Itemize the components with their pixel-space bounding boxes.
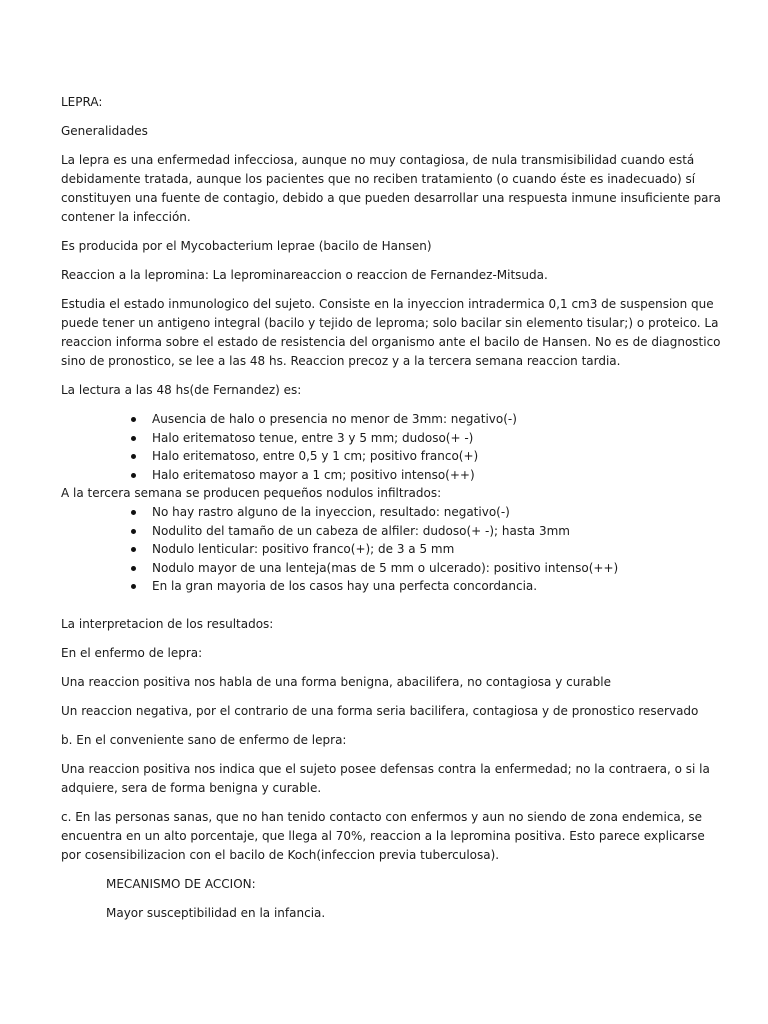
reading-48-heading: La lectura a las 48 hs(de Fernandez) es: (61, 383, 302, 397)
third-week-heading: A la tercera semana se producen pequeños nodulos infiltrados: (61, 486, 442, 500)
interpretation-heading: La interpretacion de los resultados: (61, 616, 274, 631)
b-heading: b. En el conveniente sano de enfermo de lepra: (61, 732, 347, 747)
mechanism-heading: MECANISMO DE ACCION: (106, 876, 256, 891)
doc-title: LEPRA: (61, 95, 103, 109)
list-item: Halo eritematoso, entre 0,5 y 1 cm; positivo franco(+) (61, 447, 728, 466)
third-week-list (61, 503, 728, 596)
patient-heading: En el enfermo de lepra: (61, 645, 203, 660)
list-item: No hay rastro alguno de la inyeccion, resultado: negativo(-) (61, 503, 728, 522)
reaction-heading: Reaccion a la lepromina: La leprominareaccion o reaccion de Fernandez-Mitsuda. (61, 268, 548, 282)
reading-48-list (61, 410, 728, 484)
list-item: En la gran mayoria de los casos hay una perfecta concordancia. (61, 577, 728, 596)
positive-paragraph: Una reaccion positiva nos habla de una forma benigna, abacilifera, no contagiosa y curable (61, 674, 611, 689)
negative-paragraph: Un reaccion negativa, por el contrario de una forma seria bacilifera, contagiosa y de pronostico reservado (61, 703, 699, 718)
list-item: Nodulo lenticular: positivo franco(+); de 3 a 5 mm (61, 540, 728, 559)
intro-paragraph: La lepra es una enfermedad infecciosa, aunque no muy contagiosa, de nula transmisibilidad cuando está debidamente tratada, aunque los pacientes que no reciben tratamiento (o cuando éste es inadecuado) sí constituyen una fuente de contagio, debido a que pueden desarrollar una respuesta inmune insuficiente para contener la infección. (61, 153, 721, 224)
list-item: Nodulito del tamaño de un cabeza de alfiler: dudoso(+ -); hasta 3mm (61, 522, 728, 541)
list-item: Halo eritematoso tenue, entre 3 y 5 mm; dudoso(+ -) (61, 429, 728, 448)
study-paragraph: Estudia el estado inmunologico del sujeto. Consiste en la inyeccion intradermica 0,1 cm3 de suspension que puede tener un antigeno integral (bacilo y tejido de leproma; solo bacilar sin elemento tisular;) o proteico. La reaccion informa sobre el estado de resistencia del organismo ante el bacilo de Hansen. No es de diagnostico sino de pronostico, se lee a las 48 hs. Reaccion precoz y a la tercera semana reaccion tardia. (61, 297, 721, 368)
list-item: Nodulo mayor de una lenteja(mas de 5 mm o ulcerado): positivo intenso(++) (61, 559, 728, 578)
list-item: Ausencia de halo o presencia no menor de 3mm: negativo(-) (61, 410, 728, 429)
list-item: Halo eritematoso mayor a 1 cm; positivo intenso(++) (61, 466, 728, 485)
b-positive-paragraph: Una reaccion positiva nos indica que el sujeto posee defensas contra la enfermedad; no la contraera, o si la adquiere, sera de forma benigna y curable. (61, 761, 710, 795)
c-paragraph: c. En las personas sanas, que no han tenido contacto con enfermos y aun no siendo de zona endemica, se encuentra en un alto porcentaje, que llega al 70%, reaccion a la lepromina positiva. Esto parece explicarse por cosensibilizacion con el bacilo de Koch(infeccion previa tuberculosa). (61, 809, 705, 862)
cause-paragraph: Es producida por el Mycobacterium leprae (bacilo de Hansen) (61, 239, 432, 253)
susceptibility-paragraph: Mayor susceptibilidad en la infancia. (106, 905, 326, 920)
doc-subtitle: Generalidades (61, 124, 148, 138)
